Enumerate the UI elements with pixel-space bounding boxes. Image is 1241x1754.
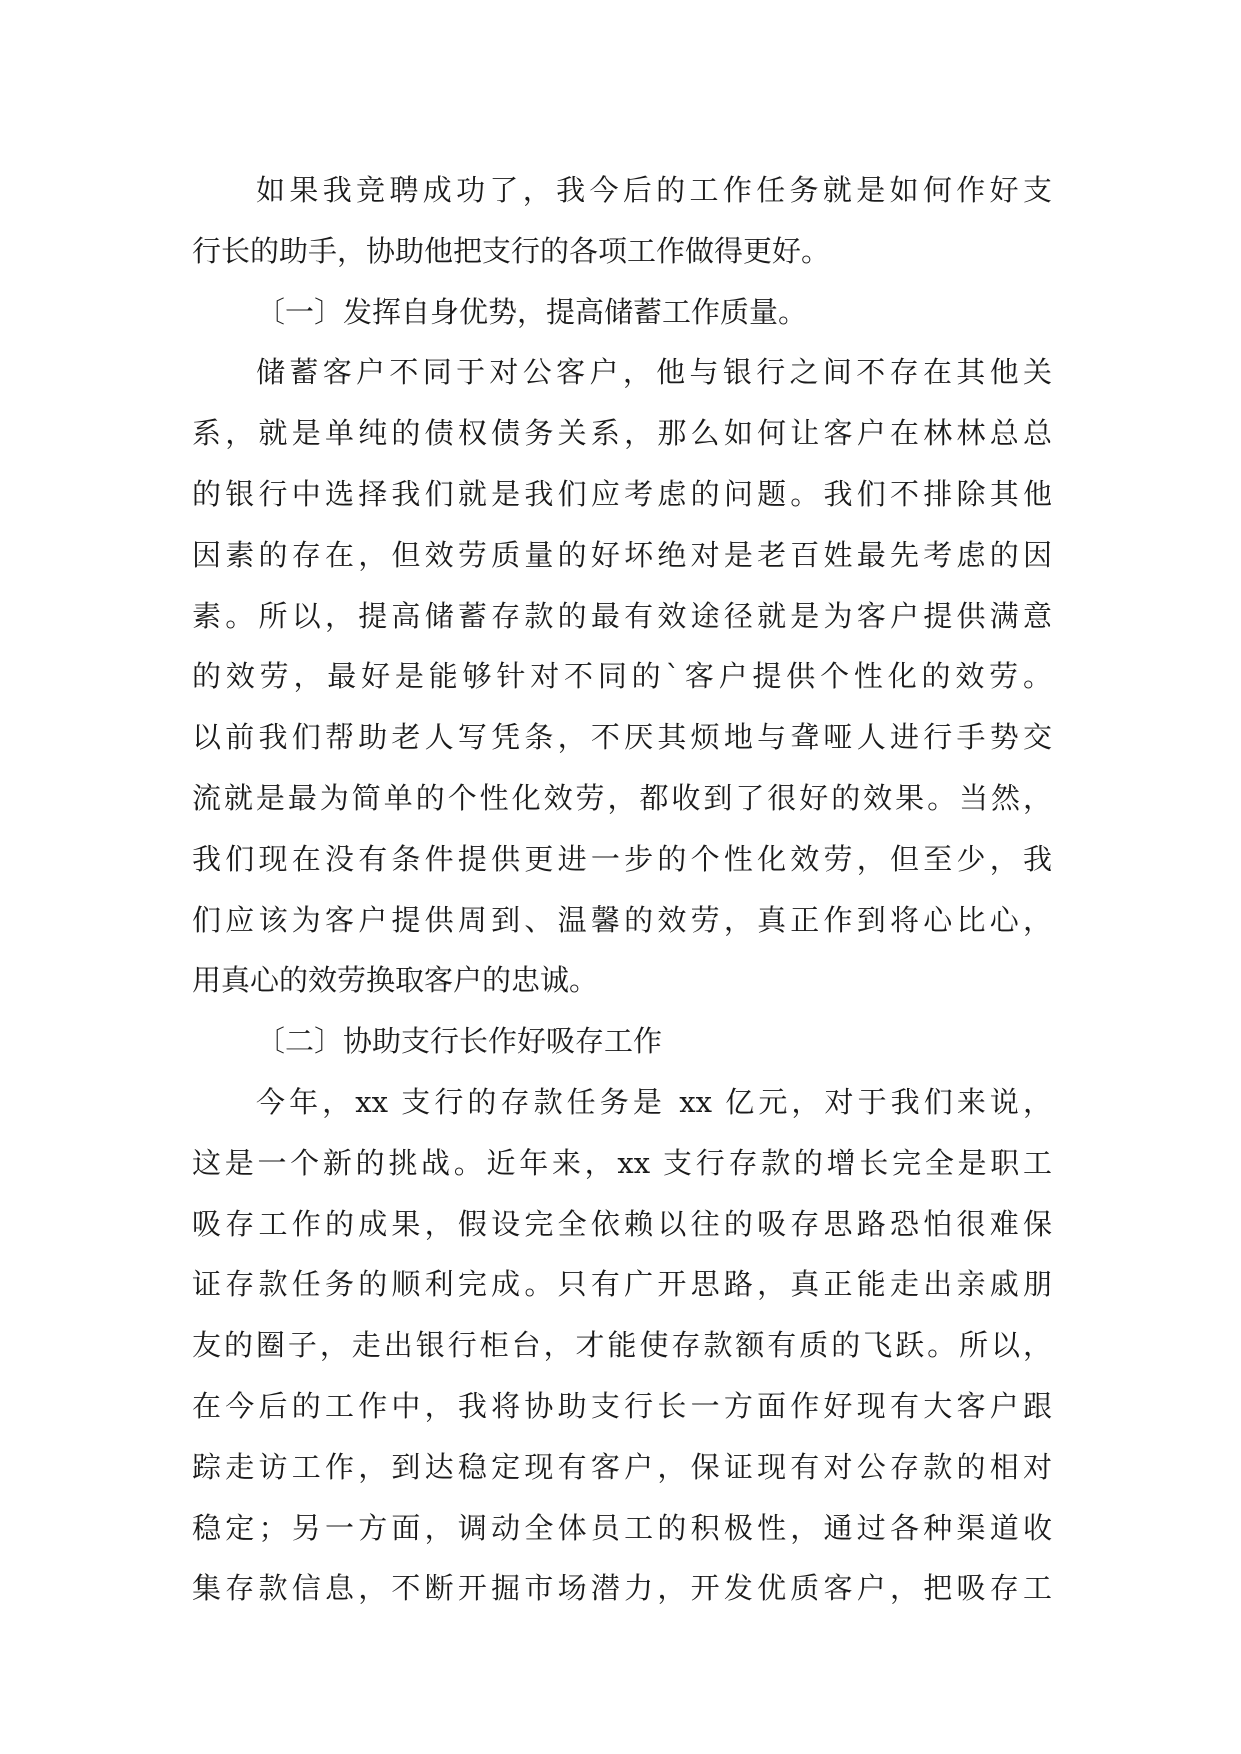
paragraph-line: 储蓄客户不同于对公客户，他与银行之间不存在其他关 xyxy=(256,355,1052,390)
paragraph-line: 的效劳，最好是能够针对不同的`客户提供个性化的效劳。 xyxy=(192,659,1052,694)
paragraph-line: 今年，xx 支行的存款任务是 xx 亿元，对于我们来说， xyxy=(256,1084,1052,1119)
paragraph-line: 用真心的效劳换取客户的忠诚。 xyxy=(192,963,599,998)
section-heading: 〔二〕协助支行长作好吸存工作 xyxy=(256,1024,663,1059)
section-heading: 〔一〕发挥自身优势，提高储蓄工作质量。 xyxy=(256,294,808,329)
paragraph-line: 系，就是单纯的债权债务关系，那么如何让客户在林林总总 xyxy=(192,416,1052,451)
paragraph-line: 行长的助手，协助他把支行的各项工作做得更好。 xyxy=(192,233,831,268)
paragraph-line: 以前我们帮助老人写凭条，不厌其烦地与聋哑人进行手势交 xyxy=(192,720,1052,755)
paragraph-line: 吸存工作的成果，假设完全依赖以往的吸存思路恐怕很难保 xyxy=(192,1206,1052,1241)
paragraph-line: 如果我竞聘成功了，我今后的工作任务就是如何作好支 xyxy=(256,173,1052,207)
paragraph-line: 这是一个新的挑战。近年来，xx 支行存款的增长完全是职工 xyxy=(192,1145,1052,1180)
paragraph-line: 友的圈子，走出银行柜台，才能使存款额有质的飞跃。所以， xyxy=(192,1328,1052,1363)
paragraph-line: 稳定；另一方面，调动全体员工的积极性，通过各种渠道收 xyxy=(192,1510,1052,1545)
paragraph-line: 素。所以，提高储蓄存款的最有效途径就是为客户提供满意 xyxy=(192,598,1052,633)
paragraph-line: 在今后的工作中，我将协助支行长一方面作好现有大客户跟 xyxy=(192,1388,1052,1423)
paragraph-line: 证存款任务的顺利完成。只有广开思路，真正能走出亲戚朋 xyxy=(192,1267,1052,1302)
paragraph-line: 的银行中选择我们就是我们应考虑的问题。我们不排除其他 xyxy=(192,476,1052,511)
paragraph-line: 们应该为客户提供周到、温馨的效劳，真正作到将心比心， xyxy=(192,902,1052,937)
paragraph-line: 我们现在没有条件提供更进一步的个性化效劳，但至少，我 xyxy=(192,841,1052,876)
paragraph-line: 踪走访工作，到达稳定现有客户，保证现有对公存款的相对 xyxy=(192,1449,1052,1484)
paragraph-line: 流就是最为简单的个性化效劳，都收到了很好的效果。当然， xyxy=(192,780,1052,815)
paragraph-line: 集存款信息，不断开掘市场潜力，开发优质客户，把吸存工 xyxy=(192,1571,1052,1606)
body-text xyxy=(192,160,1052,1619)
paragraph-line: 因素的存在，但效劳质量的好坏绝对是老百姓最先考虑的因 xyxy=(192,537,1052,572)
